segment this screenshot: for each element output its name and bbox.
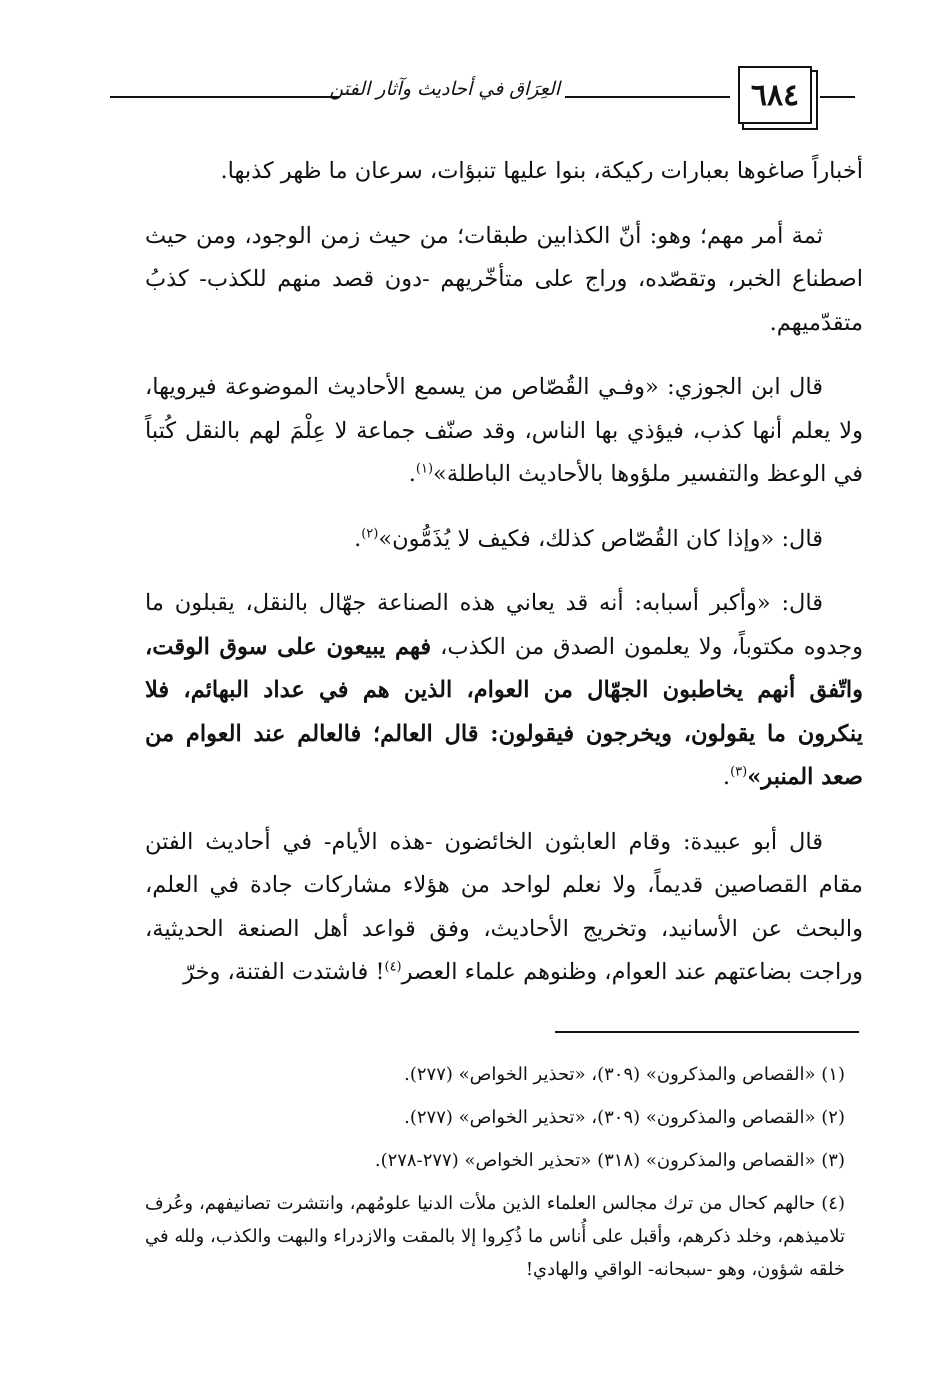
main-text xyxy=(145,150,863,1016)
header-rule-left xyxy=(110,96,340,98)
header-rule-right xyxy=(820,96,855,98)
paragraph-1: أخباراً صاغوها بعبارات ركيكة، بنوا عليها تنبؤات، سرعان ما ظهر كذبها. xyxy=(220,158,863,184)
paragraph-2: ثمة أمر مهم؛ وهو: أنّ الكذابين طبقات؛ من حيث زمن الوجود، ومن حيث اصطناع الخبر، وتقصّده، وراج على متأخّريهم -دون قصد منهم للكذب- كذبُ متقدّميهم. xyxy=(145,222,863,336)
running-title: العِرَاق في أحاديث وآثار الفتن xyxy=(329,78,560,100)
footnote-ref-4: (٤) xyxy=(384,959,402,975)
paragraph-5: قال: «وأكبر أسبابه: أنه قد يعاني هذه الصناعة جهّال بالنقل، يقبلون ما وجدوه مكتوباً، ولا يعلمون الصدق من الكذب، فهم يبيعون على سوق الوقت، واتّفق أنهم يخاطبون الجهّال من العوام، الذين هم في عداد البهائم، فلا ينكرون ما يقولون، ويخرجون فيقولون: قال العالم؛ فالعالم عند العوام من صعد المنبر»$^{(٣)}$. xyxy=(145,590,863,790)
footnote-1: (١) «القصاص والمذكرون» (٣٠٩)، «تحذير الخواص» (٢٧٧). xyxy=(404,1064,845,1085)
page-number: ٦٨٤ xyxy=(738,66,812,124)
quote-ibn-aljawzi: قال ابن الجوزي: «وفـي القُصّاص من يسمع الأحاديث الموضوعة فيرويها، ولا يعلم أنها كذب، فيؤذي بها الناس، وقد صنّف جماعة لا عِلْمَ لهم بالنقل كُتباً في الوعظ والتفسير ملؤوها بالأحاديث الباطلة» xyxy=(145,374,863,487)
quote-qussas: قال: «وإذا كان القُصّاص كذلك، فكيف لا يُذَمُّون» xyxy=(378,525,823,552)
quote-causes: قال: «وأكبر أسبابه: أنه قد يعاني هذه الصناعة جهّال بالنقل، يقبلون ما وجدوه مكتوباً، ولا يعلمون الصدق من الكذب، xyxy=(145,590,863,660)
footnote-ref-1: (١) xyxy=(415,461,434,477)
footnote-3: (٣) «القصاص والمذكرون» (٣١٨) «تحذير الخواص» (٢٧٧-٢٧٨). xyxy=(374,1150,845,1171)
abu-ubaida-text: قال أبو عبيدة: وقام العابثون الخائضون -هذه الأيام- في أحاديث الفتن مقام القصاصين قديماً، ولا نعلم لواحد من هؤلاء مشاركات جادة في العلم، والبحث عن الأسانيد، وتخريج الأحاديث، وفق قواعد أهل الصنعة الحديثية، وراجت بضاعتهم عند العوام، وظنوهم علماء العصر xyxy=(145,828,863,985)
footnote-4: (٤) حالهم كحال من ترك مجالس العلماء الذين ملأت الدنيا علومُهم، وانتشرت تصانيفهم، وعُرف تلاميذهم، وخلد ذكرهم، وأقبل على أُناس ما ذُكِروا إلا بالمقت والازدراء والبهت والكذب، ولله في خلقه شؤون، وهو -سبحانه- الواقي والهادي! xyxy=(145,1193,845,1280)
paragraph-4: قال: «وإذا كان القُصّاص كذلك، فكيف لا يُذَمُّون»$^{(٢)}$. xyxy=(354,525,823,552)
page-header xyxy=(110,60,855,130)
footnotes xyxy=(145,1058,863,1296)
footnote-ref-3: (٣) xyxy=(730,764,748,780)
header-rule-middle xyxy=(565,96,730,98)
footnote-2: (٢) «القصاص والمذكرون» (٣٠٩)، «تحذير الخواص» (٢٧٧). xyxy=(404,1107,845,1128)
footnote-separator xyxy=(555,1031,859,1033)
quote-causes-bold: فهم يبيعون على سوق الوقت، واتّفق أنهم يخاطبون الجهّال من العوام، الذين هم في عداد البهائم، فلا ينكرون ما يقولون، ويخرجون فيقولون: قال العالم؛ فالعالم عند العوام من صعد المنبر» xyxy=(145,633,863,790)
footnote-ref-2: (٢) xyxy=(361,526,379,541)
abu-ubaida-text-end: ! فاشتدت الفتنة، وخرّ xyxy=(183,959,385,985)
paragraph-3: قال ابن الجوزي: «وفـي القُصّاص من يسمع الأحاديث الموضوعة فيرويها، ولا يعلم أنها كذب، فيؤذي بها الناس، وقد صنّف جماعة لا عِلْمَ لهم بالنقل كُتباً في الوعظ والتفسير ملؤوها بالأحاديث الباطلة»$^{(١)}$. xyxy=(145,374,863,487)
paragraph-6 xyxy=(145,821,863,995)
